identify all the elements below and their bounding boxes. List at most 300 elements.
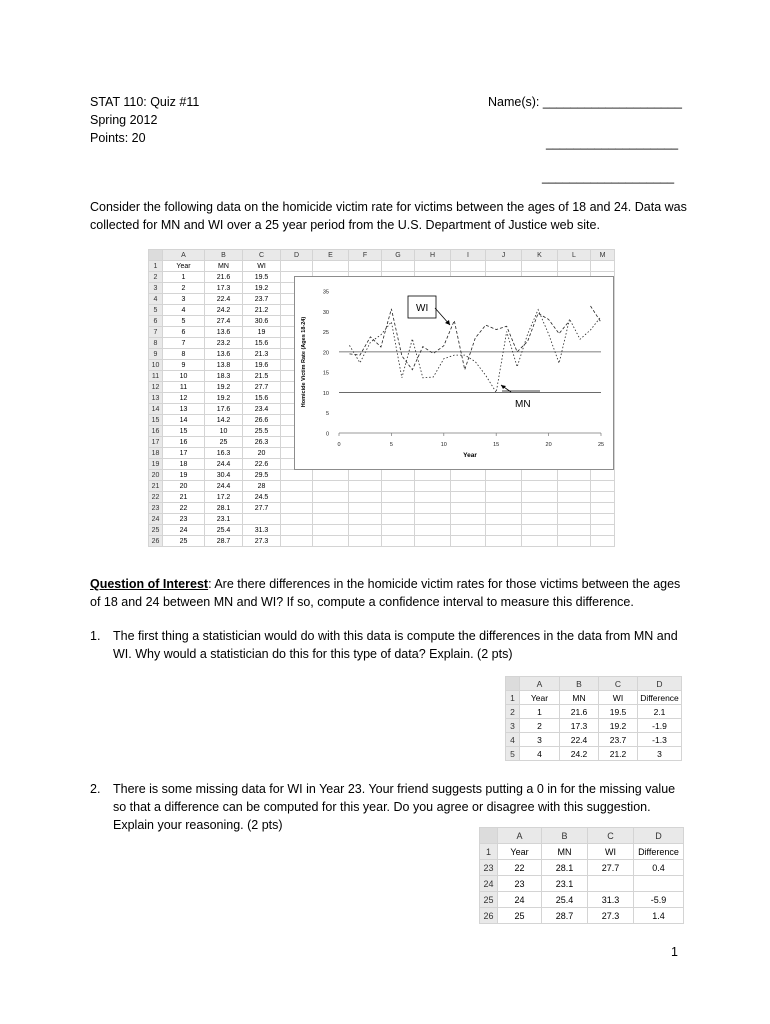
table-cell: 19.2: [599, 719, 638, 733]
y-tick-label: 35: [322, 289, 329, 296]
row-header: 3: [506, 719, 520, 733]
y-tick-label: 5: [325, 411, 329, 418]
x-tick-label: 20: [545, 442, 552, 448]
column-header: D: [638, 677, 682, 691]
table-cell: [591, 525, 615, 536]
table-cell: 16.3: [205, 448, 243, 459]
table-cell: Year: [163, 261, 205, 272]
y-axis-title: Homicide Victim Rate (Ages 18-24): [301, 316, 307, 408]
table-cell: [281, 525, 313, 536]
header-cell: Year: [498, 844, 542, 860]
q1-text: The first thing a statistician would do with this data is compute the differences in the data from MN and WI. Why would a statistician do this for this type of data? Explain. (2 pts): [113, 629, 678, 661]
header-cell: Year: [520, 691, 560, 705]
table-cell: [522, 261, 558, 272]
table-cell: [415, 503, 451, 514]
table-cell: 27.3: [243, 536, 281, 547]
column-header: A: [520, 677, 560, 691]
name-line-3[interactable]: ___________________: [542, 170, 675, 184]
table-cell: 13: [163, 404, 205, 415]
table-cell: [415, 492, 451, 503]
table-cell: 27.7: [588, 860, 634, 876]
table-cell: 24.5: [243, 492, 281, 503]
header-row: [506, 691, 682, 705]
table-cell: 20: [243, 448, 281, 459]
table-cell: 4: [520, 747, 560, 761]
row-header: 2: [506, 705, 520, 719]
page-number: 1: [671, 945, 678, 959]
table-cell: 15.6: [243, 393, 281, 404]
header-cell: Difference: [634, 844, 684, 860]
y-tick-label: 10: [322, 390, 329, 397]
table-cell: 27.4: [205, 316, 243, 327]
table-cell: [451, 481, 486, 492]
table-cell: [313, 525, 349, 536]
table-cell: 24: [498, 892, 542, 908]
table-cell: [558, 514, 591, 525]
table-cell: 21.2: [599, 747, 638, 761]
table-cell: 30.6: [243, 316, 281, 327]
table-cell: [382, 536, 415, 547]
table-cell: 26.3: [243, 437, 281, 448]
table-cell: [558, 525, 591, 536]
header-cell: MN: [560, 691, 599, 705]
table-cell: 2.1: [638, 705, 682, 719]
row-header: 23: [480, 860, 498, 876]
table-cell: 25: [205, 437, 243, 448]
table-cell: 28.1: [205, 503, 243, 514]
table-cell: 23.2: [205, 338, 243, 349]
table-cell: 23: [498, 876, 542, 892]
table-cell: [349, 514, 382, 525]
table-cell: [522, 514, 558, 525]
row-header: 21: [149, 481, 163, 492]
table-cell: 15.6: [243, 338, 281, 349]
table-cell: [522, 481, 558, 492]
row-header: 6: [149, 316, 163, 327]
table-cell: 23: [163, 514, 205, 525]
table-row: [149, 514, 615, 525]
column-header: B: [205, 250, 243, 261]
row-header: 5: [149, 305, 163, 316]
table-cell: 17.3: [205, 283, 243, 294]
y-tick-label: 15: [322, 370, 329, 377]
column-header-row: [506, 677, 682, 691]
table-cell: [451, 536, 486, 547]
table-cell: 21: [163, 492, 205, 503]
table-cell: 17: [163, 448, 205, 459]
table-row: [149, 503, 615, 514]
table-cell: 28.1: [542, 860, 588, 876]
table-row: [480, 860, 684, 876]
term: Spring 2012: [90, 113, 158, 127]
header-cell: Difference: [638, 691, 682, 705]
table-cell: [591, 470, 615, 481]
y-tick-label: 25: [322, 330, 329, 337]
row-header: 14: [149, 404, 163, 415]
table-cell: [281, 503, 313, 514]
table-row: [480, 892, 684, 908]
table-cell: 4: [163, 305, 205, 316]
wi-label: WI: [416, 303, 429, 314]
table-cell: 14.2: [205, 415, 243, 426]
row-header: 18: [149, 448, 163, 459]
table-cell: 14: [163, 415, 205, 426]
table-cell: [522, 536, 558, 547]
table-cell: 28: [243, 481, 281, 492]
table-cell: [591, 536, 615, 547]
table-row: [149, 481, 615, 492]
table-cell: [522, 525, 558, 536]
table-cell: 28.7: [205, 536, 243, 547]
column-header: B: [560, 677, 599, 691]
table-cell: [349, 536, 382, 547]
table-cell: [486, 525, 522, 536]
column-header: M: [591, 250, 615, 261]
table-cell: 19.2: [205, 382, 243, 393]
header-row: [480, 844, 684, 860]
column-header: C: [599, 677, 638, 691]
table-cell: [313, 481, 349, 492]
table-cell: 29.5: [243, 470, 281, 481]
row-header: 10: [149, 360, 163, 371]
table-cell: [451, 470, 486, 481]
x-tick-label: 25: [597, 442, 605, 448]
row-header: 4: [506, 733, 520, 747]
table-cell: [313, 536, 349, 547]
row-header: 1: [506, 691, 520, 705]
column-header: I: [451, 250, 486, 261]
table-cell: [558, 261, 591, 272]
table-cell: [486, 503, 522, 514]
row-header: 20: [149, 470, 163, 481]
table-cell: 2: [163, 283, 205, 294]
table-cell: 27.7: [243, 503, 281, 514]
column-header: D: [281, 250, 313, 261]
table-row: [506, 705, 682, 719]
series-line-wi: [349, 309, 569, 370]
y-tick-label: 30: [322, 309, 329, 316]
header-cell: MN: [542, 844, 588, 860]
table-row: [149, 470, 615, 481]
table-cell: [281, 492, 313, 503]
row-header: 22: [149, 492, 163, 503]
table-cell: 22.4: [560, 733, 599, 747]
table-cell: [382, 503, 415, 514]
table-cell: [281, 514, 313, 525]
table-cell: MN: [205, 261, 243, 272]
table-cell: [591, 481, 615, 492]
q1-difference-table: [505, 676, 682, 761]
table-cell: 3: [163, 294, 205, 305]
course-title: STAT 110: Quiz #11: [90, 95, 200, 109]
table-cell: [415, 481, 451, 492]
corner-cell: [149, 250, 163, 261]
table-cell: 21.3: [243, 349, 281, 360]
column-header: K: [522, 250, 558, 261]
table-row: [506, 747, 682, 761]
table-cell: 19.2: [243, 283, 281, 294]
line-chart: [294, 276, 614, 470]
table-cell: [382, 525, 415, 536]
table-cell: 27.3: [588, 908, 634, 924]
table-cell: 2: [520, 719, 560, 733]
row-header: 17: [149, 437, 163, 448]
table-cell: [313, 261, 349, 272]
table-cell: 11: [163, 382, 205, 393]
table-row: [480, 876, 684, 892]
table-cell: [451, 525, 486, 536]
table-cell: 22.6: [243, 459, 281, 470]
header-cell: WI: [599, 691, 638, 705]
table-cell: 5: [163, 316, 205, 327]
table-row: [149, 536, 615, 547]
table-cell: 22: [498, 860, 542, 876]
table-cell: [558, 492, 591, 503]
row-header: 2: [149, 272, 163, 283]
q2-missing-data-table: [479, 827, 684, 924]
table-cell: [486, 481, 522, 492]
row-header: 11: [149, 371, 163, 382]
table-cell: [486, 536, 522, 547]
table-cell: 10: [205, 426, 243, 437]
table-cell: [451, 261, 486, 272]
series-line-wi: [591, 306, 601, 322]
table-cell: [313, 470, 349, 481]
table-cell: 1.4: [634, 908, 684, 924]
table-cell: [415, 536, 451, 547]
table-cell: 1: [163, 272, 205, 283]
column-header: B: [542, 828, 588, 844]
table-cell: [382, 470, 415, 481]
table-cell: [349, 470, 382, 481]
table-cell: 22.4: [205, 294, 243, 305]
table-cell: 23.1: [542, 876, 588, 892]
x-tick-label: 0: [337, 442, 341, 448]
table-cell: 7: [163, 338, 205, 349]
table-cell: [451, 514, 486, 525]
row-header: 5: [506, 747, 520, 761]
x-tick-label: 10: [440, 442, 447, 448]
table-cell: 25: [163, 536, 205, 547]
table-cell: 12: [163, 393, 205, 404]
table-cell: 21.2: [243, 305, 281, 316]
table-cell: 22: [163, 503, 205, 514]
table-row: [480, 908, 684, 924]
table-cell: [349, 492, 382, 503]
column-header: L: [558, 250, 591, 261]
table-cell: 31.3: [243, 525, 281, 536]
row-header: 26: [480, 908, 498, 924]
table-cell: [558, 481, 591, 492]
table-cell: 24.2: [560, 747, 599, 761]
table-cell: [591, 503, 615, 514]
table-cell: [415, 470, 451, 481]
table-cell: 17.3: [560, 719, 599, 733]
table-cell: [281, 536, 313, 547]
table-cell: 19.5: [599, 705, 638, 719]
row-header: 16: [149, 426, 163, 437]
question-of-interest: [90, 575, 690, 611]
table-cell: 25: [498, 908, 542, 924]
column-header: C: [588, 828, 634, 844]
column-header: F: [349, 250, 382, 261]
table-cell: 24.4: [205, 481, 243, 492]
table-cell: [486, 514, 522, 525]
table-cell: 16: [163, 437, 205, 448]
row-header: 12: [149, 382, 163, 393]
table-cell: [382, 261, 415, 272]
table-cell: 24: [163, 525, 205, 536]
table-cell: WI: [243, 261, 281, 272]
column-header: J: [486, 250, 522, 261]
y-tick-label: 20: [322, 350, 329, 357]
table-cell: 19.5: [243, 272, 281, 283]
row-header: 1: [149, 261, 163, 272]
qoi-label: Question of Interest: [90, 577, 209, 591]
table-cell: 27.7: [243, 382, 281, 393]
table-cell: 21.6: [205, 272, 243, 283]
table-cell: 28.7: [542, 908, 588, 924]
table-cell: 19.6: [243, 360, 281, 371]
table-row: [149, 492, 615, 503]
table-cell: 13.6: [205, 349, 243, 360]
table-cell: [486, 492, 522, 503]
table-cell: 26.6: [243, 415, 281, 426]
table-cell: 0.4: [634, 860, 684, 876]
name-line-2[interactable]: ___________________: [546, 136, 679, 150]
table-cell: [281, 470, 313, 481]
column-header: E: [313, 250, 349, 261]
column-header: A: [163, 250, 205, 261]
table-cell: 19: [243, 327, 281, 338]
qoi-text: : Are there differences in the homicide victim rates for those victims between the ages of 18 and 24 between MN and WI? If so, compute a confidence interval to measure this difference.: [90, 577, 681, 609]
x-axis-title: Year: [463, 452, 477, 459]
table-cell: [349, 481, 382, 492]
table-cell: 18: [163, 459, 205, 470]
table-cell: 24.4: [205, 459, 243, 470]
row-header: 9: [149, 349, 163, 360]
table-cell: [451, 503, 486, 514]
table-cell: [243, 514, 281, 525]
column-header: C: [243, 250, 281, 261]
row-header: 7: [149, 327, 163, 338]
table-cell: [591, 261, 615, 272]
table-cell: [313, 514, 349, 525]
points: Points: 20: [90, 131, 146, 145]
corner-cell: [480, 828, 498, 844]
table-cell: 9: [163, 360, 205, 371]
table-cell: 3: [638, 747, 682, 761]
table-cell: 21.6: [560, 705, 599, 719]
table-cell: [486, 470, 522, 481]
column-header: H: [415, 250, 451, 261]
y-tick-label: 0: [325, 431, 329, 438]
table-cell: [382, 492, 415, 503]
table-row: [506, 719, 682, 733]
header-cell: WI: [588, 844, 634, 860]
table-cell: [634, 876, 684, 892]
column-header: D: [634, 828, 684, 844]
table-cell: -5.9: [634, 892, 684, 908]
table-cell: [486, 261, 522, 272]
x-tick-label: 5: [389, 442, 393, 448]
table-cell: [313, 503, 349, 514]
table-cell: 20: [163, 481, 205, 492]
table-cell: 6: [163, 327, 205, 338]
column-header-row: [149, 250, 615, 261]
chart-canvas: [295, 277, 613, 469]
table-cell: 13.8: [205, 360, 243, 371]
table-cell: [591, 492, 615, 503]
table-cell: [281, 481, 313, 492]
row-header: 24: [149, 514, 163, 525]
table-cell: [558, 503, 591, 514]
table-cell: [313, 492, 349, 503]
table-cell: [382, 481, 415, 492]
table-cell: 18.3: [205, 371, 243, 382]
table-cell: [558, 470, 591, 481]
row-header: 15: [149, 415, 163, 426]
table-cell: [349, 525, 382, 536]
row-header: 3: [149, 283, 163, 294]
table-cell: 8: [163, 349, 205, 360]
intro-paragraph: Consider the following data on the homicide victim rate for victims between the ages of 18 and 24. Data was collected for MN and WI over a 25 year period from the U.S. Department of Justice web site.: [90, 200, 687, 232]
q2-number: 2.: [90, 782, 101, 796]
table-cell: 21.5: [243, 371, 281, 382]
table-cell: 19: [163, 470, 205, 481]
table-cell: [281, 261, 313, 272]
table-cell: [349, 503, 382, 514]
row-header: 1: [480, 844, 498, 860]
table-cell: 24.2: [205, 305, 243, 316]
table-cell: [415, 525, 451, 536]
row-header: 24: [480, 876, 498, 892]
mn-label: MN: [515, 399, 531, 410]
table-cell: 17.6: [205, 404, 243, 415]
table-cell: 25.4: [205, 525, 243, 536]
table-cell: 17.2: [205, 492, 243, 503]
table-cell: [522, 503, 558, 514]
table-cell: 31.3: [588, 892, 634, 908]
row-header: 25: [480, 892, 498, 908]
names-field[interactable]: Name(s): ____________________: [488, 95, 682, 109]
table-cell: 15: [163, 426, 205, 437]
table-cell: 13.6: [205, 327, 243, 338]
table-cell: [522, 492, 558, 503]
row-header: 26: [149, 536, 163, 547]
table-cell: 25.5: [243, 426, 281, 437]
table-cell: 30.4: [205, 470, 243, 481]
row-header: 23: [149, 503, 163, 514]
q2-text: There is some missing data for WI in Year 23. Your friend suggests putting a 0 in for the missing value so that a difference can be computed for this year. Do you agree or disagree with this suggestion. Explain your reasoning. (2 pts): [113, 782, 676, 832]
table-row: [149, 261, 615, 272]
table-row: [149, 525, 615, 536]
table-cell: 3: [520, 733, 560, 747]
table-cell: 23.7: [243, 294, 281, 305]
table-cell: 19.2: [205, 393, 243, 404]
table-cell: -1.3: [638, 733, 682, 747]
table-row: [506, 733, 682, 747]
q1-number: 1.: [90, 629, 101, 643]
row-header: 25: [149, 525, 163, 536]
table-cell: [588, 876, 634, 892]
table-cell: [522, 470, 558, 481]
table-cell: 1: [520, 705, 560, 719]
row-header: 4: [149, 294, 163, 305]
table-cell: [591, 514, 615, 525]
x-tick-label: 15: [493, 442, 500, 448]
table-cell: [451, 492, 486, 503]
